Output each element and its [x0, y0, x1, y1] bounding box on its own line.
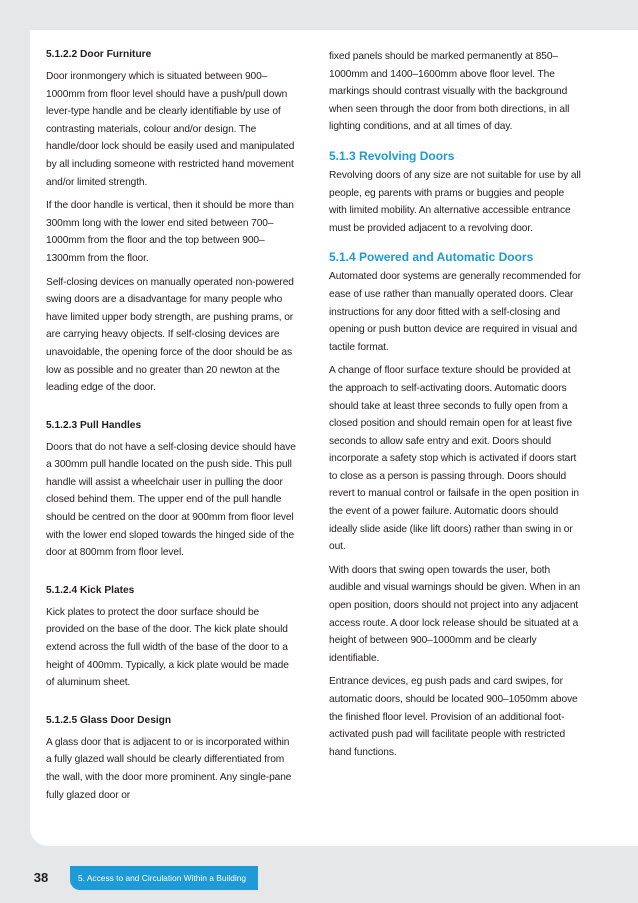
page-footer	[0, 846, 638, 903]
paragraph: fixed panels should be marked permanently at 850–1000mm and 1400–1600mm above floor level. The markings should contrast visually with the background when seen through the door from both directions, in all lighting conditions, and at all times of day.	[329, 51, 570, 133]
page-sheet	[30, 30, 638, 846]
page-number: 38	[33, 870, 49, 885]
paragraph: Kick plates to protect the door surface should be provided on the base of the door. The kick plate should extend across the full width of the base of the door to a height of 400mm. Typically, a kick plate would be made of aluminum sheet.	[46, 606, 289, 689]
paragraph: Self-closing devices on manually operated non-powered swing doors are a disadvantage for many people who have limited upper body strength, are pushing prams, or are carrying heavy objects. If self-closing devices are unavoidable, the opening force of the door should be as low as possible and no greater than 20 newton at the leading edge of the door.	[46, 276, 294, 394]
paragraph: A glass door that is adjacent to or is incorporated within a fully glazed wall should be clearly differentiated from the wall, with the door more prominent. Any single-pane fully glazed door or	[46, 736, 292, 801]
left-column	[46, 48, 296, 810]
paragraph: A change of floor surface texture should be provided at the approach to self-activating doors. Automatic doors should take at least three seconds to fully open from a closed position and should remain open for at least five seconds to allow safe entry and exit. Doors should incorporate a safety stop which is activated if doors start to close as a person is passing through. Doors should revert to manual control or failsafe in the open position in the event of a power failure. Automatic doors should ideally slide aside (like lift doors) rather than swing in or out.	[329, 365, 579, 553]
heading-glass-door-design: 5.1.2.5 Glass Door Design	[46, 714, 172, 726]
heading-powered-automatic-doors: 5.1.4 Powered and Automatic Doors	[329, 250, 534, 265]
heading-revolving-doors: 5.1.3 Revolving Doors	[329, 148, 455, 163]
chapter-tab: 5. Access to and Circulation Within a Building	[70, 866, 258, 890]
heading-pull-handles: 5.1.2.3 Pull Handles	[46, 419, 142, 431]
paragraph: Entrance devices, eg push pads and card swipes, for automatic doors, should be located 900–1050mm above the finished floor level. Provision of an additional foot-activated push pad will facilitate people with restricted hand functions.	[329, 676, 578, 758]
paragraph: Doors that do not have a self-closing device should have a 300mm pull handle located on the push side. This pull handle will assist a wheelchair user in pulling the door closed behind them. The upper end of the pull handle should be centred on the door at 900mm from floor level with the lower end sloped towards the hinged side of the door at 800mm from floor level.	[46, 441, 296, 559]
paragraph: If the door handle is vertical, then it should be more than 300mm long with the lower end sited between 700–1000mm from the floor and the top between 900–1300mm from the floor.	[46, 200, 294, 264]
right-column	[329, 48, 584, 767]
paragraph: Automated door systems are generally recommended for ease of use rather than manually operated doors. Clear instructions for any door fitted with a self-closing and opening or push button device are required in visual and tactile format.	[329, 271, 581, 353]
paragraph: With doors that swing open towards the user, both audible and visual warnings should be given. When in an open position, doors should not project into any adjacent access route. A door lock release should be situated at a height of between 900–1000mm and be clearly identifiable.	[329, 564, 581, 664]
paragraph: Door ironmongery which is situated between 900–1000mm from floor level should have a push/pull down lever-type handle and be clearly identifiable by use of contrasting materials, colour and/or design. The handle/door lock should be easily used and manipulated by all including someone with restricted hand movement and/or limited strength.	[46, 71, 295, 188]
heading-kick-plates: 5.1.2.4 Kick Plates	[46, 584, 135, 596]
paragraph: Revolving doors of any size are not suitable for use by all people, eg parents with prams or buggies and people with limited mobility. An alternative accessible entrance must be provided adjacent to a revolving door.	[329, 169, 581, 234]
heading-door-furniture: 5.1.2.2 Door Furniture	[46, 49, 152, 60]
